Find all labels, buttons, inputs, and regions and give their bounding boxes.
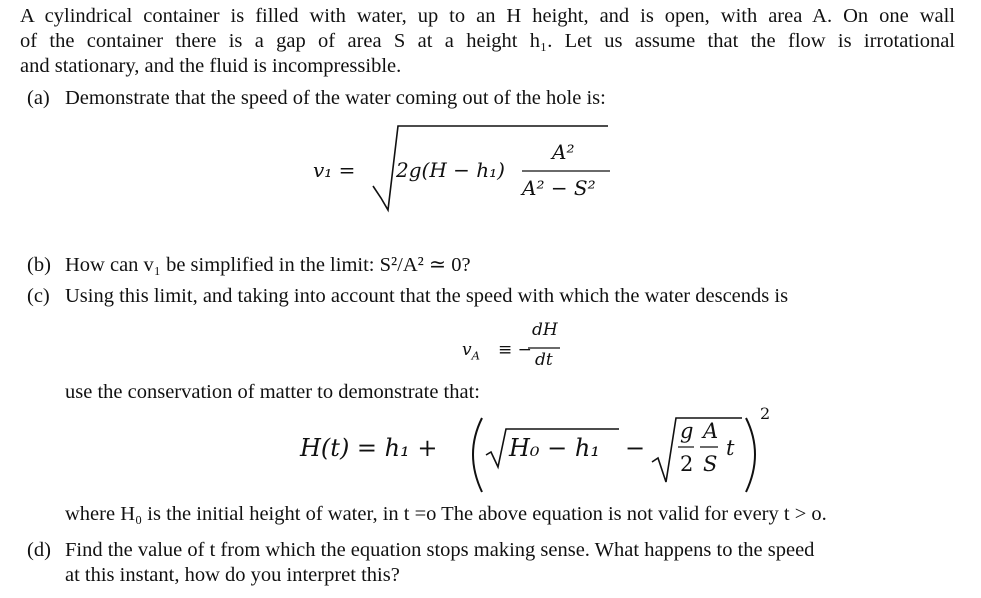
part-d-label: (d): [27, 539, 51, 561]
part-c-label: (c): [27, 285, 50, 307]
right-paren: [742, 416, 766, 496]
sqrt-sign-outer: [650, 414, 750, 494]
part-b-text: How can v₁ be simplified in the limit: S²/A² ≃ 0?: [65, 254, 471, 276]
intro-line-2: of the container there is a gap of area S at a height h₁. Let us assume that the flow is irrotational: [20, 30, 955, 52]
eq-H-root-1: H₀ − h₁: [509, 434, 600, 462]
part-d-line-2: at this instant, how do you interpret this?: [65, 564, 400, 586]
eq-c-lhs-v: v: [462, 340, 472, 360]
intro-line-1: A cylindrical container is filled with water, up to an H height, and is open, with area A. On one wall: [20, 5, 955, 27]
eq-c-numerator: dH: [532, 320, 558, 340]
eq-H-A: A: [703, 419, 719, 443]
eq-H-lhs: H(t) = h₁ +: [300, 434, 438, 462]
eq-H-minus: −: [625, 434, 646, 462]
part-d-line-1: Find the value of t from which the equation stops making sense. What happens to the speed: [65, 539, 815, 561]
eq-a-factor: 2g(H − h₁): [396, 158, 505, 182]
part-a-label: (a): [27, 87, 50, 109]
eq-c-relation: ≡ −: [498, 340, 532, 360]
left-paren: [462, 416, 486, 496]
part-b-label: (b): [27, 254, 51, 276]
eq-c-lhs-sub: A: [471, 348, 480, 363]
eq-H-g: g: [680, 419, 694, 443]
eq-a-fraction-bar: [522, 170, 618, 174]
eq-H-S: S: [703, 452, 718, 476]
part-c-text: Using this limit, and taking into account that the speed with which the water descends is: [65, 285, 789, 307]
eq-a-denominator: A² − S²: [522, 176, 596, 200]
eq-c-denominator: dt: [535, 350, 553, 370]
eq-a-lhs: v₁ =: [313, 158, 356, 182]
eq-a-numerator: A²: [552, 140, 575, 164]
eq-H-t: t: [726, 436, 735, 460]
eq-H-exponent: 2: [760, 404, 771, 423]
part-c-where: where H₀ is the initial height of water, in t =o The above equation is not valid for every t > o.: [65, 503, 827, 525]
eq-H-2: 2: [680, 452, 694, 476]
part-a-text: Demonstrate that the speed of the water coming out of the hole is:: [65, 87, 606, 109]
part-c-text-2: use the conservation of matter to demonstrate that:: [65, 381, 480, 403]
intro-line-3: and stationary, and the fluid is incompressible.: [20, 55, 402, 77]
eq-c-lhs: [462, 340, 480, 363]
